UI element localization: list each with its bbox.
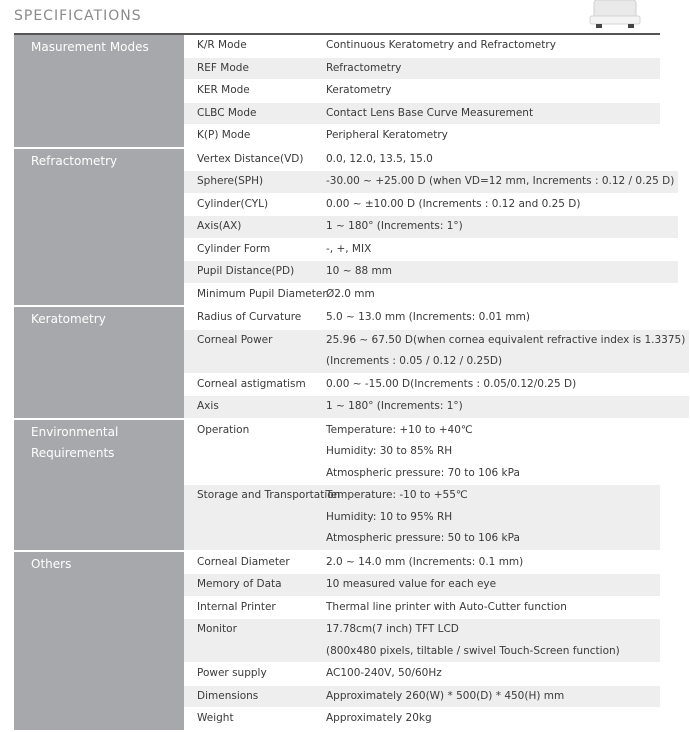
table-row [184,58,660,81]
param-value: Approximately 260(W) * 500(D) * 450(H) mm [326,689,565,702]
spec-table [14,35,686,732]
param-name: K/R Mode [197,39,247,51]
param-value: 1 ~ 180° (Increments: 1°) [326,400,463,412]
param-name: REF Mode [197,61,249,74]
param-value: AC100-240V, 50/60Hz [326,667,442,679]
param-name: Operation [197,423,250,436]
table-row [184,103,660,126]
table-row [184,35,660,58]
param-name: Internal Printer [197,600,276,613]
param-name: KER Mode [197,84,250,96]
param-name: Power supply [197,667,267,679]
param-value: Keratometry [326,84,392,96]
param-value: Continuous Keratometry and Refractometry [326,39,556,51]
param-value: Temperature: +10 to +40℃ [326,423,473,436]
param-value: Atmospheric pressure: 50 to 106 kPa [326,532,520,544]
param-value: Atmospheric pressure: 70 to 106 kPa [326,466,520,479]
param-name: Storage and Transportation [197,489,341,501]
param-value: Approximately 20kg [326,712,432,724]
table-row [184,686,660,709]
param-value: 2.0 ~ 14.0 mm (Increments: 0.1 mm) [326,555,524,568]
param-value: 10 measured value for each eye [326,578,497,590]
param-value: 17.78cm(7 inch) TFT LCD [326,623,459,635]
section-label-line: Environmental [31,424,119,439]
param-value: 1 ~ 180° (Increments: 1°) [326,220,463,232]
param-name [184,641,326,663]
section-environmental-requirements [14,420,660,552]
param-name: Corneal astigmatism [197,377,306,390]
table-row [184,351,689,374]
table-row [184,441,660,463]
table-row [184,194,678,217]
param-name: Monitor [197,623,237,635]
table-row [184,641,660,664]
param-value: Refractometry [326,61,402,74]
table-row [184,374,689,397]
param-value: Peripheral Keratometry [326,129,448,141]
param-name: Corneal Power [197,333,273,346]
param-value: Contact Lens Base Curve Measurement [326,106,534,119]
param-name: Cylinder Form [197,242,271,255]
table-row [184,171,678,194]
param-value: Ø2.0 mm [326,287,375,300]
param-name: Axis [197,400,219,412]
param-value: Temperature: -10 to +55℃ [326,489,468,501]
param-name [184,351,326,373]
param-value: 10 ~ 88 mm [326,265,392,277]
page-title: SPECIFICATIONS [14,8,142,24]
section-refractometry [14,149,675,308]
param-name [184,507,326,529]
section-label [14,420,184,550]
param-name: Sphere(SPH) [197,175,264,187]
param-name [184,528,326,550]
device-image [590,0,640,28]
param-value: -, +, MIX [326,242,372,255]
section-label: Refractometry [14,149,184,306]
param-value: Humidity: 10 to 95% RH [326,510,453,523]
param-value: 0.00 ~ -15.00 D(Increments : 0.05/0.12/0.25 D) [326,377,577,390]
table-row [184,463,660,486]
param-name [184,441,326,463]
param-name: Cylinder(CYL) [197,197,269,210]
table-row [184,80,660,103]
section-label: Others [14,552,184,730]
section-label: Masurement Modes [14,35,184,147]
param-name: Radius of Curvature [197,311,302,323]
table-row [184,396,689,418]
table-row [184,307,689,330]
table-row [184,216,678,239]
table-row [184,284,678,306]
param-name: CLBC Mode [197,106,257,119]
param-name [184,463,326,485]
param-value: -30.00 ~ +25.00 D (when VD=12 mm, Increments : 0.12 / 0.25 D) [326,175,675,187]
param-name: Corneal Diameter [197,555,290,568]
param-name: Vertex Distance(VD) [197,152,304,165]
param-name: Memory of Data [197,578,282,590]
param-value: Humidity: 30 to 85% RH [326,445,453,457]
table-row [184,149,678,172]
table-row [184,552,660,575]
param-name: Weight [197,712,234,724]
table-row [184,485,660,507]
param-value: (Increments : 0.05 / 0.12 / 0.25D) [326,355,503,367]
table-row [184,125,660,147]
table-row [184,663,660,686]
param-name: Pupil Distance(PD) [197,265,295,277]
param-value: 0.0, 12.0, 13.5, 15.0 [326,152,433,165]
table-row [184,528,660,550]
table-row [184,261,678,284]
param-name: Dimensions [197,689,259,702]
param-value: Thermal line printer with Auto-Cutter function [326,600,567,613]
param-value: 5.0 ~ 13.0 mm (Increments: 0.01 mm) [326,311,530,323]
param-name: Minimum Pupil Diameter [197,287,327,300]
section-keratometry [14,307,686,420]
section-label-line: Requirements [31,446,115,460]
param-name: Axis(AX) [197,220,242,232]
section-label: Keratometry [14,307,184,418]
table-row [184,708,660,730]
param-value: 0.00 ~ ±10.00 D (Increments : 0.12 and 0.25 D) [326,197,581,210]
param-name: K(P) Mode [197,129,251,141]
section-others [14,552,660,732]
section-measurement-modes [14,35,660,149]
table-row [184,239,678,262]
param-value: 25.96 ~ 67.50 D(when cornea equivalent refractive index is 1.3375) [326,333,686,346]
table-row [184,597,660,620]
table-row [184,420,660,442]
param-value: (800x480 pixels, tiltable / swivel Touch-Screen function) [326,644,620,657]
table-row [184,619,660,641]
table-row [184,574,660,597]
table-row [184,507,660,529]
table-row [184,330,689,352]
